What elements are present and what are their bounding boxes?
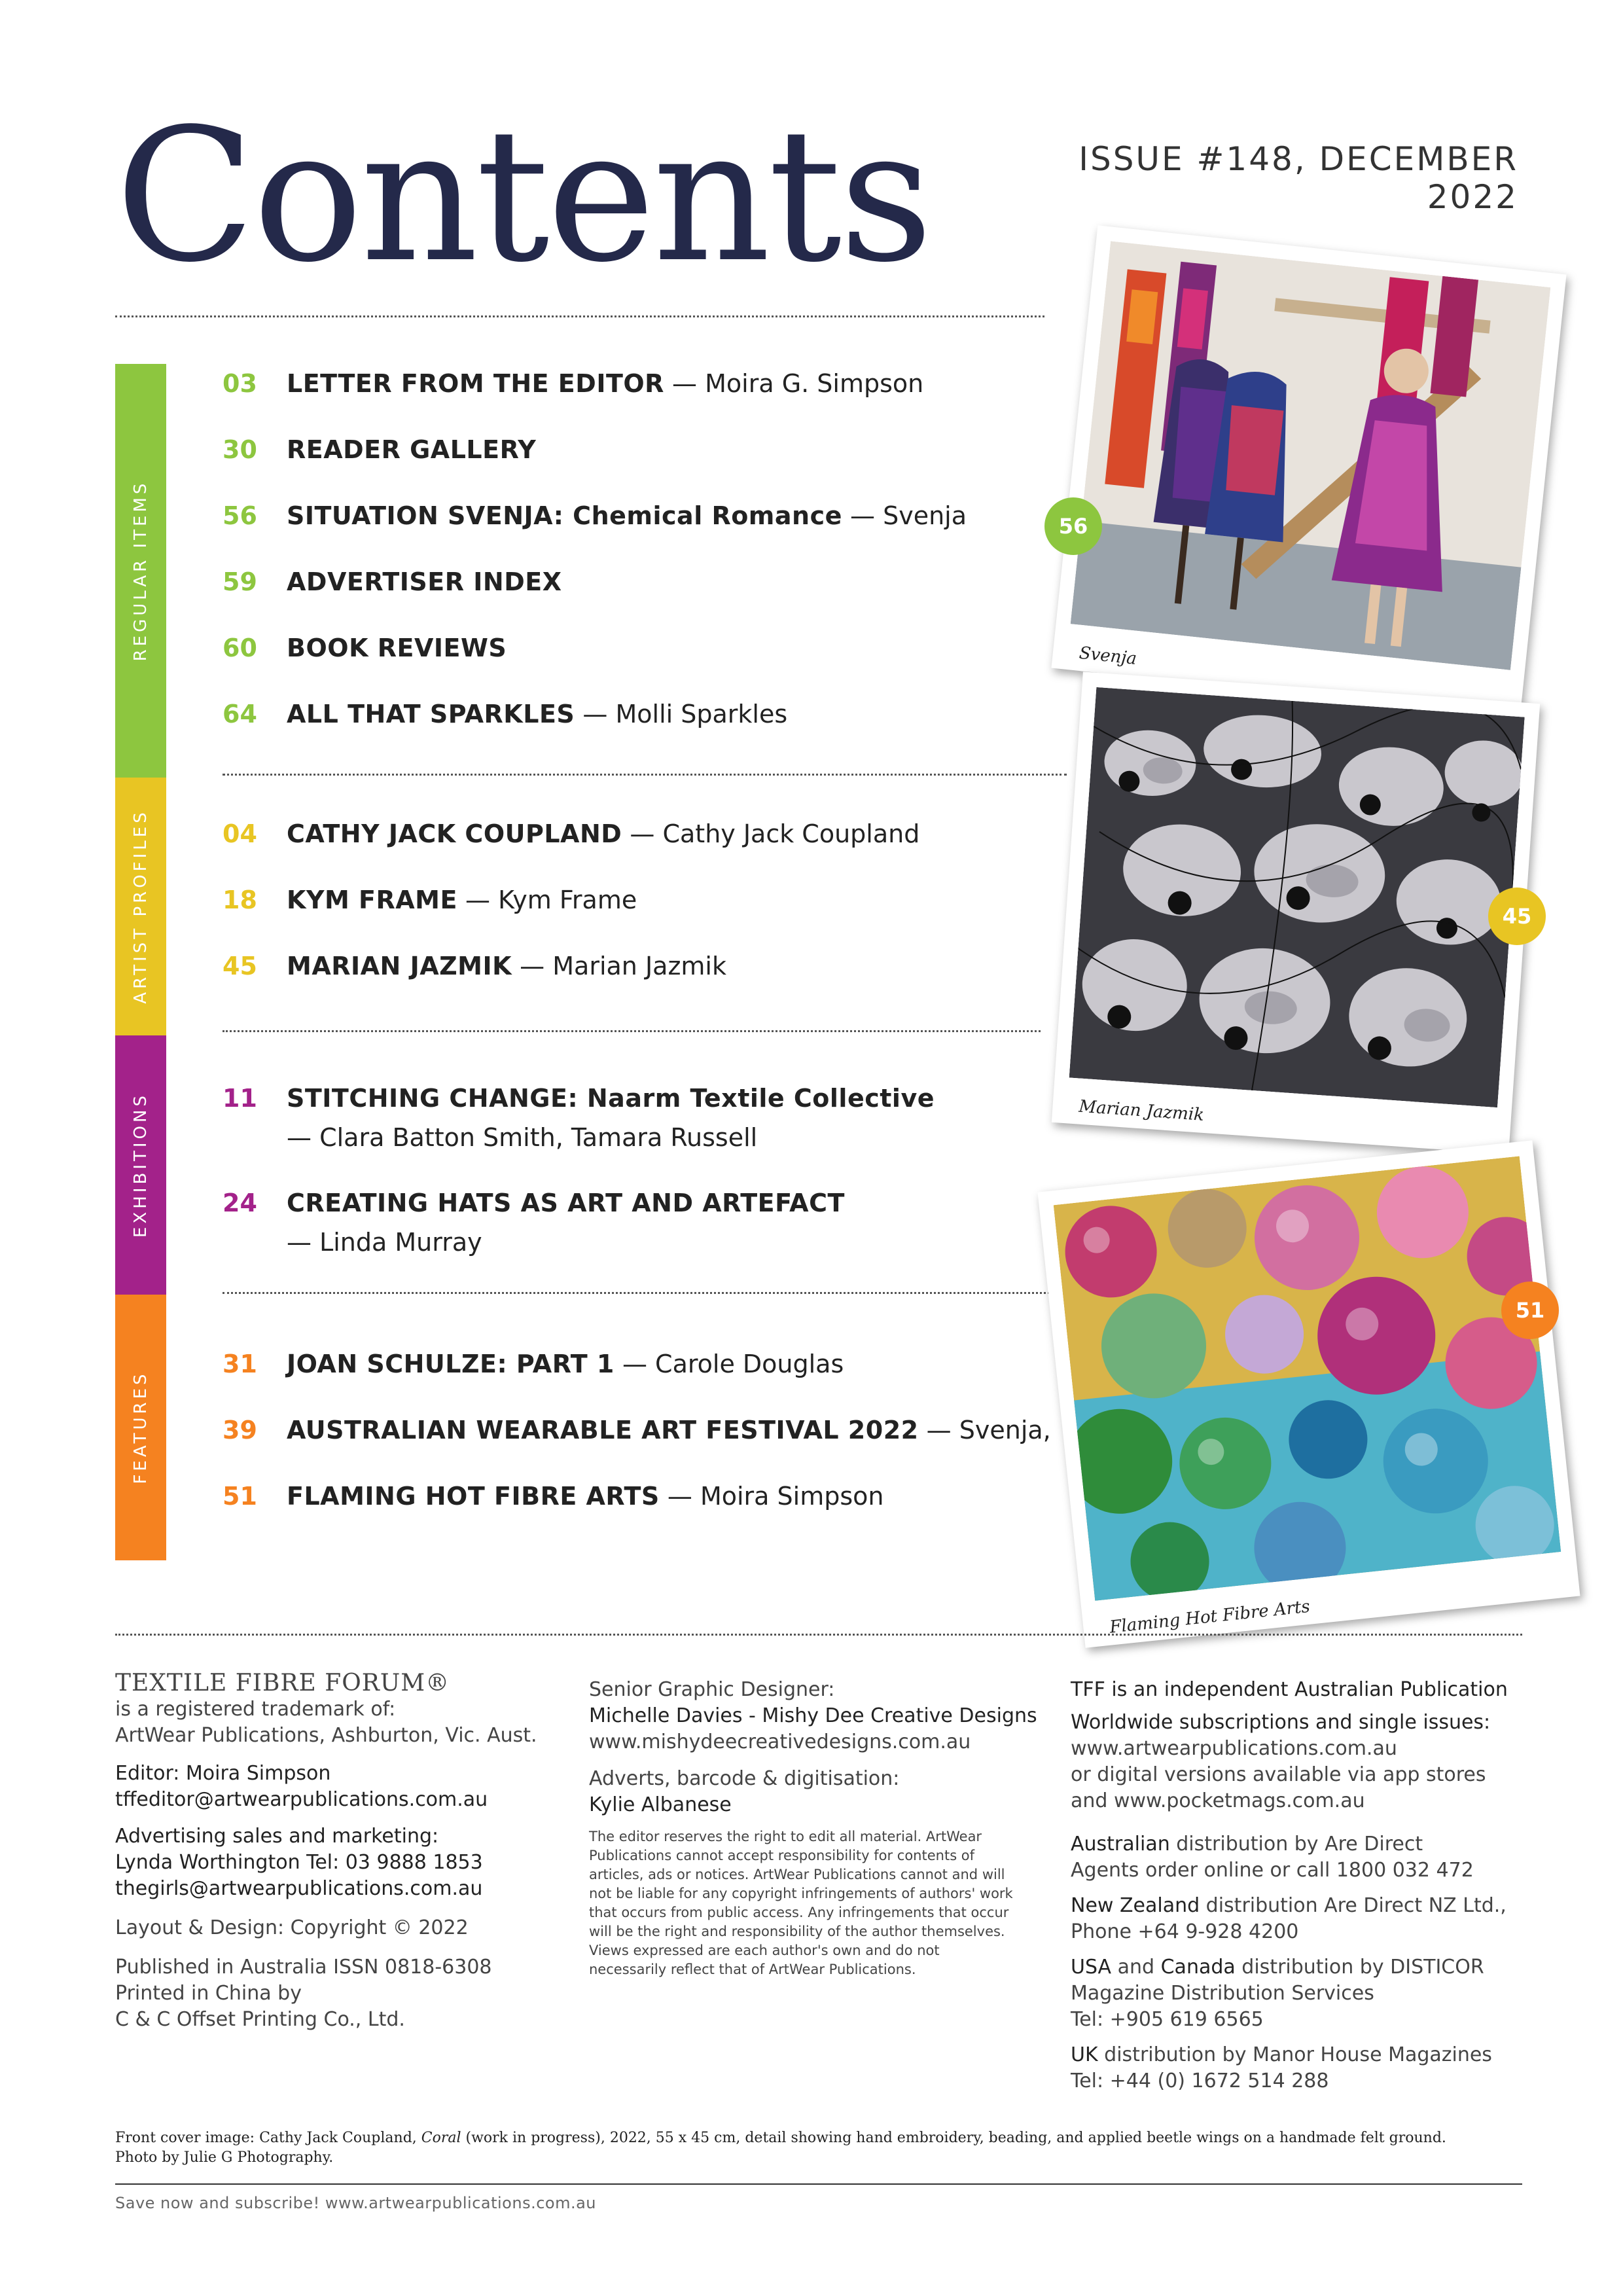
page-number: 39 (223, 1416, 257, 1444)
region-canada: Canada (1160, 1956, 1236, 1979)
photo-marian-jazmik (1052, 672, 1540, 1154)
trademark-line: ArtWear Publications, Ashburton, Vic. Aust. (115, 1724, 537, 1747)
copyright-line: Layout & Design: Copyright © 2022 (115, 1916, 469, 1939)
issue-label: ISSUE #148, DECEMBER 2022 (1079, 140, 1518, 216)
item-title: READER GALLERY (287, 435, 537, 464)
item-title: FLAMING HOT FIBRE ARTS (287, 1482, 660, 1511)
item-author: — Molli Sparkles (582, 700, 788, 728)
item-title: LETTER FROM THE EDITOR (287, 369, 664, 398)
gallery-image (1069, 687, 1525, 1107)
photo-image (1069, 687, 1525, 1107)
photo-image (1054, 1156, 1561, 1601)
cover-image-caption (115, 2128, 1522, 2168)
item-author: — Cathy Jack Coupland (630, 819, 920, 848)
trademark-line: is a registered trademark of: (115, 1698, 396, 1721)
distribution-text: distribution by Are Direct (1169, 1833, 1423, 1856)
subscriptions-label: Worldwide subscriptions and single issues: (1071, 1711, 1491, 1734)
caption-artwork-title: Coral (421, 2130, 461, 2146)
item-title: ALL THAT SPARKLES (287, 700, 575, 728)
page-number: 03 (223, 369, 257, 398)
page-number: 56 (223, 501, 257, 530)
item-title: BOOK REVIEWS (287, 634, 507, 662)
region-new-zealand: New Zealand (1071, 1894, 1200, 1917)
item-title: CREATING HATS AS ART AND ARTEFACT (287, 1189, 845, 1217)
photo-caption: Marian Jazmik (1078, 1096, 1205, 1125)
item-author: — Linda Murray (287, 1228, 482, 1257)
header-divider (115, 315, 1044, 317)
adverts-label: Adverts, barcode & digitisation: (589, 1767, 900, 1790)
subscriptions-line: or digital versions available via app stores (1071, 1763, 1486, 1786)
photo-flaming-hot-fibre-arts (1037, 1140, 1580, 1648)
distribution-text: distribution by DISTICOR (1235, 1956, 1484, 1979)
item-title: KYM FRAME (287, 886, 457, 914)
distribution-text: distribution by Manor House Magazines (1097, 2043, 1492, 2066)
item-author: — Kym Frame (465, 886, 637, 914)
page-number: 18 (223, 886, 257, 914)
region-usa: USA (1071, 1956, 1112, 1979)
page-number: 30 (223, 435, 257, 464)
gallery-image (1054, 1156, 1561, 1601)
item-author: — Marian Jazmik (520, 952, 726, 980)
footer-publisher-column (115, 1670, 613, 2033)
item-title: STITCHING CHANGE: Naarm Textile Collective (287, 1084, 935, 1113)
page-number: 59 (223, 567, 257, 596)
designer-label: Senior Graphic Designer: (589, 1678, 835, 1701)
caption-photo-credit: Photo by Julie G Photography. (115, 2149, 334, 2166)
item-author: — Svenja, (926, 1416, 1051, 1444)
item-author: — Clara Batton Smith, Tamara Russell (287, 1123, 758, 1152)
sales-contact: Lynda Worthington Tel: 03 9888 1853 (115, 1851, 483, 1874)
item-title: AUSTRALIAN WEARABLE ART FESTIVAL 2022 (287, 1416, 919, 1444)
adverts-name: Kylie Albanese (589, 1793, 732, 1816)
independent-line: TFF is an independent Australian Publication (1071, 1678, 1508, 1701)
section-bar-exhibitions (115, 1035, 166, 1295)
distribution-line: Phone +64 9-928 4200 (1071, 1920, 1299, 1943)
item-title: ADVERTISER INDEX (287, 567, 562, 596)
editor-name: Editor: Moira Simpson (115, 1762, 331, 1785)
distribution-text: distribution Are Direct NZ Ltd., (1200, 1894, 1507, 1917)
section-bar-artist-profiles (115, 778, 166, 1035)
page-number: 51 (223, 1482, 257, 1511)
subscriptions-url[interactable]: www.artwearpublications.com.au (1071, 1737, 1397, 1760)
disclaimer-text: The editor reserves the right to edit all material. ArtWear Publications cannot accept responsibility for contents of articles, ads or notices. ArtWear Publications cannot and will not be liable for any copyright infringements of authors' work that occurs from public access. Any infringements that occur will be the right and responsibility of the author themselves. Views expressed are each author's own and do not necessarily reflect that of ArtWear Publications. (589, 1829, 1013, 1977)
region-uk: UK (1071, 2043, 1098, 2066)
subscriptions-line: and www.pocketmags.com.au (1071, 1789, 1365, 1812)
page-number: 31 (223, 1350, 257, 1378)
item-author: — Svenja (850, 501, 967, 530)
page-number: 04 (223, 819, 257, 848)
gallery-image (1071, 241, 1551, 670)
item-author: — Moira Simpson (667, 1482, 884, 1511)
editor-email[interactable]: tffeditor@artwearpublications.com.au (115, 1788, 488, 1811)
section-divider (223, 1292, 1054, 1294)
page-number: 11 (223, 1084, 257, 1113)
photo-caption: Flaming Hot Fibre Arts (1109, 1596, 1311, 1638)
bottom-rule (115, 2183, 1522, 2185)
section-label: EXHIBITIONS (131, 1092, 151, 1238)
page-badge-45: 45 (1488, 888, 1546, 945)
distribution-line: Agents order online or call 1800 032 472 (1071, 1859, 1474, 1882)
item-author: — Moira G. Simpson (672, 369, 924, 398)
footer-divider (115, 1634, 1522, 1636)
footer-distribution-column (1071, 1677, 1529, 2094)
photo-image (1071, 241, 1551, 670)
item-title: MARIAN JAZMIK (287, 952, 512, 980)
page-badge-51: 51 (1501, 1282, 1559, 1339)
page-number: 24 (223, 1189, 257, 1217)
designer-url[interactable]: www.mishydeecreativedesigns.com.au (589, 1731, 971, 1753)
item-title: CATHY JACK COUPLAND (287, 819, 622, 848)
section-bar-features (115, 1295, 166, 1560)
footer-credits-column (589, 1677, 1047, 1979)
printer-line: Printed in China by (115, 1982, 302, 2005)
page-title: Contents (115, 90, 931, 303)
section-divider (223, 1030, 1041, 1032)
subscribe-line[interactable]: Save now and subscribe! www.artwearpublications.com.au (115, 2194, 596, 2212)
issn-line: Published in Australia ISSN 0818-6308 (115, 1956, 492, 1979)
section-divider (223, 774, 1067, 776)
printer-line: C & C Offset Printing Co., Ltd. (115, 2008, 405, 2031)
section-label: FEATURES (131, 1371, 151, 1484)
section-label: ARTIST PROFILES (131, 809, 151, 1004)
sales-email[interactable]: thegirls@artwearpublications.com.au (115, 1877, 483, 1900)
distribution-text: and (1111, 1956, 1161, 1979)
page-number: 64 (223, 700, 257, 728)
item-author: — Carole Douglas (622, 1350, 844, 1378)
item-title: SITUATION SVENJA: Chemical Romance (287, 501, 842, 530)
page-number: 45 (223, 952, 257, 980)
distribution-line: Magazine Distribution Services (1071, 1982, 1374, 2005)
photo-svenja (1051, 225, 1566, 717)
item-title: JOAN SCHULZE: PART 1 (287, 1350, 615, 1378)
section-bar-regular-items (115, 364, 166, 778)
page-badge-56: 56 (1044, 497, 1102, 555)
page-number: 60 (223, 634, 257, 662)
photo-caption: Svenja (1078, 643, 1138, 669)
brand-name: TEXTILE FIBRE FORUM® (115, 1670, 450, 1696)
region-australia: Australian (1071, 1833, 1170, 1856)
distribution-line: Tel: +905 619 6565 (1071, 2008, 1264, 2031)
designer-name: Michelle Davies - Mishy Dee Creative Designs (589, 1704, 1037, 1727)
caption-text: Front cover image: Cathy Jack Coupland, (115, 2130, 421, 2146)
section-label: REGULAR ITEMS (131, 480, 151, 662)
caption-text: (work in progress), 2022, 55 x 45 cm, detail showing hand embroidery, beading, and applied beetle wings on a handmade felt ground. (461, 2130, 1446, 2146)
distribution-line: Tel: +44 (0) 1672 514 288 (1071, 2070, 1329, 2092)
sales-label: Advertising sales and marketing: (115, 1825, 439, 1848)
